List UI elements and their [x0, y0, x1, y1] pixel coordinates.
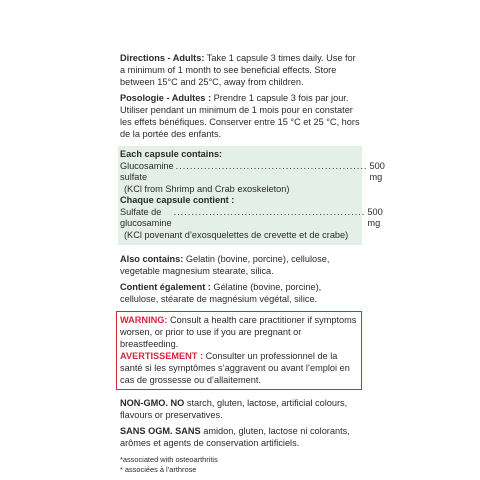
contient-label: Contient également : [120, 282, 211, 292]
directions-paragraph [120, 52, 362, 88]
capsule-heading-fr: Chaque capsule contient : [120, 195, 235, 205]
sans-ogm-paragraph [120, 425, 362, 449]
contient-text: Gélatine (bovine, porcine), cellulose, stéarate de magnésium végétal, silice. [120, 282, 322, 304]
ingredient-row-fr [120, 206, 383, 230]
dot-leader: ...................................................... [175, 160, 368, 171]
warning-label-fr: AVERTISSEMENT : [120, 351, 204, 361]
ingredient-name-en: Glucosamine sulfate [120, 160, 174, 182]
non-gmo-text: starch, gluten, lactose, artificial colours, flavours or preservatives. [120, 398, 348, 420]
ingredient-row-en [120, 160, 385, 184]
warning-fr [120, 350, 357, 386]
ingredient-source-en: (KCl from Shrimp and Crab exoskeleton) [124, 183, 290, 194]
footnote-en: *associated with osteoarthritis [120, 455, 218, 464]
ingredient-amount-fr: 500 mg [367, 206, 383, 228]
posologie-text: Prendre 1 capsule 3 fois par jour. Utiliser pendant un minimum de 1 mois pour en constater les effets bénéfiques. Conserver entre 15 °C et 25 °C, hors de la portée des enfants. [120, 93, 360, 139]
also-contains-text: Gelatin (bovine, porcine), cellulose, vegetable magnesium stearate, silica. [120, 254, 330, 276]
posologie-paragraph [120, 92, 362, 140]
non-gmo-label: NON-GMO. NO [120, 398, 185, 408]
footnotes [120, 455, 362, 474]
posologie-label: Posologie - Adultes : [120, 93, 212, 103]
dot-leader: ...................................................... [173, 206, 366, 217]
non-gmo-paragraph [120, 397, 362, 421]
ingredient-amount-en: 500 mg [369, 160, 385, 182]
product-label-text [120, 52, 385, 474]
ingredient-source-fr: (KCl povenant d’exosquelettes de crevette et de crabe) [124, 229, 349, 240]
also-contains-label: Also contains: [120, 254, 184, 264]
warning-text-en: Consult a health care practitioner if symptoms worsen, or prior to use if you are pregnant or breastfeeding. [120, 315, 357, 349]
warning-box [116, 311, 362, 390]
sans-ogm-label: SANS OGM. SANS [120, 426, 201, 436]
also-contains-paragraph [120, 253, 362, 277]
contient-paragraph [120, 281, 362, 305]
directions-label: Directions - Adults: [120, 53, 205, 63]
capsule-heading-en: Each capsule contains: [120, 149, 223, 159]
warning-en [120, 314, 357, 350]
ingredient-name-fr: Sulfate de glucosamine [120, 206, 172, 228]
directions-text: Take 1 capsule 3 times daily. Use for a minimum of 1 month to see beneficial effects. Store between 15°C and 25°C, away from children. [120, 53, 356, 87]
warning-label-en: WARNING: [120, 315, 168, 325]
sans-ogm-text: amidon, gluten, lactose ni colorants, arômes et agents de conservation artificiels. [120, 426, 350, 448]
footnote-fr: * associées à l’arthrose [120, 464, 197, 474]
warning-text-fr: Consulter un professionnel de la santé si les symptômes s’aggravent ou avant l’emploi en cas de grossesse ou d’allaitement. [120, 351, 350, 385]
capsule-contents-box [118, 146, 385, 245]
